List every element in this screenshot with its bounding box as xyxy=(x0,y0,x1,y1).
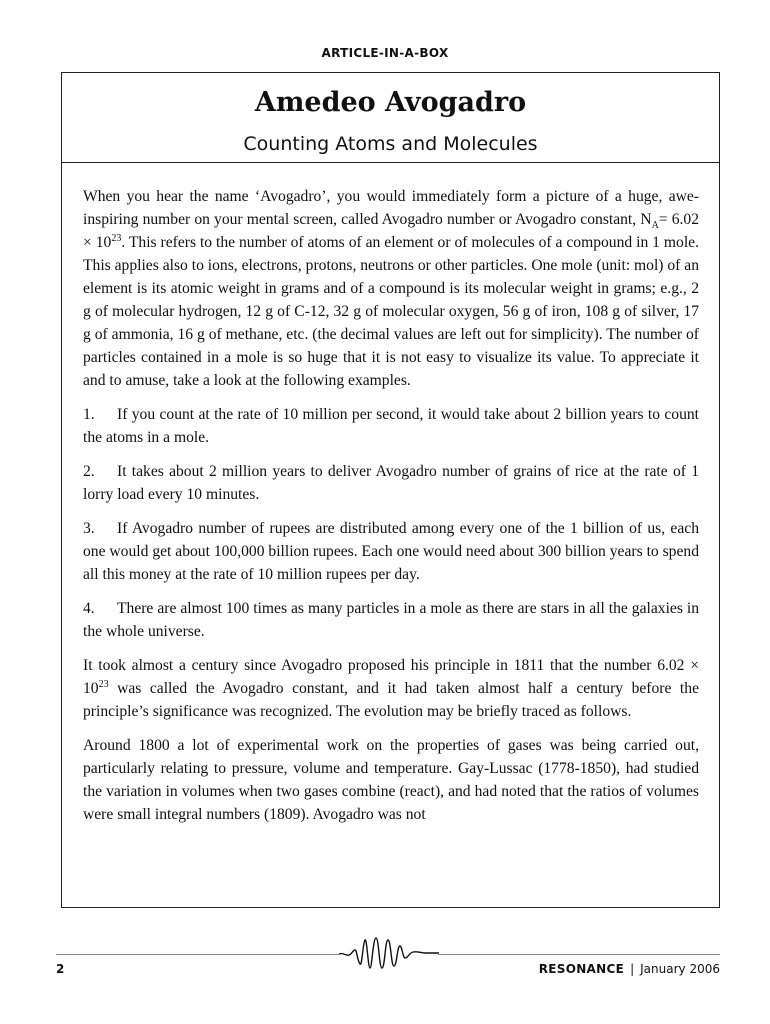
article-subtitle: Counting Atoms and Molecules xyxy=(243,133,538,155)
footer-journal-info xyxy=(539,962,720,976)
journal-name: RESONANCE xyxy=(538,962,625,976)
example-item-3: 3. If Avogadro number of rupees are distributed among every one of the 1 billion of us, each one would get about 100,000 billion rupees. Each one would need about 300 billion years to spend all this money at the rate of 10 million rupees per day. xyxy=(83,520,699,583)
footer-separator: | xyxy=(630,962,635,976)
intro-paragraph: When you hear the name ‘Avogadro’, you would immediately form a picture of a huge, awe-inspiring number on your mental screen, called Avogadro number or Avogadro constant, $N_A= 6.02 \times 10^{23}$. This refers to the number of atoms of an element or of molecules of a compound in 1 mole. This applies also to ions, electrons, protons, neutrons or other particles. One mole (unit: mol) of an element is its atomic weight in grams and of a compound is its molecular weight in grams; e.g., 2 g of molecular hydrogen, 12 g of C-12, 32 g of molecular oxygen, 56 g of iron, 108 g of silver, 17 g of ammonia, 16 g of methane, etc. (the decimal values are left out for simplicity). The number of particles contained in a mole is so huge that it is not easy to visualize its value. To appreciate it and to amuse, take a look at the following examples. xyxy=(83,188,700,389)
title-block xyxy=(62,73,719,163)
page-number: 2 xyxy=(56,962,65,976)
article-body xyxy=(83,185,699,837)
squiggle-ornament-icon xyxy=(339,934,439,974)
history-paragraph: It took almost a century since Avogadro proposed his principle in 1811 that the number $6.02 \times 10^{23}$ was called the Avogadro constant, and it had taken almost half a century before the principle’s significance was recognized. The evolution may be briefly traced as follows. xyxy=(83,657,699,720)
gases-paragraph: Around 1800 a lot of experimental work on the properties of gases was being carried out, particularly relating to pressure, volume and temperature. Gay-Lussac (1778-1850), had studied the variation in volumes when two gases combine (react), and had noted that the ratios of volumes were small integral numbers (1809). Avogadro was not xyxy=(83,737,699,823)
example-item-1: 1. If you count at the rate of 10 million per second, it would take about 2 billion years to count the atoms in a mole. xyxy=(83,406,699,446)
footer-rule-left xyxy=(56,954,339,955)
article-title: Amedeo Avogadro xyxy=(254,87,527,118)
article-box xyxy=(61,72,720,908)
running-head: ARTICLE-IN-A-BOX xyxy=(321,46,449,60)
issue-date: January 2006 xyxy=(640,962,720,976)
footer-rule-right xyxy=(438,954,720,955)
example-item-2: 2. It takes about 2 million years to deliver Avogadro number of grains of rice at the rate of 1 lorry load every 10 minutes. xyxy=(83,463,699,503)
example-item-4: 4. There are almost 100 times as many particles in a mole as there are stars in all the galaxies in the whole universe. xyxy=(83,600,699,640)
